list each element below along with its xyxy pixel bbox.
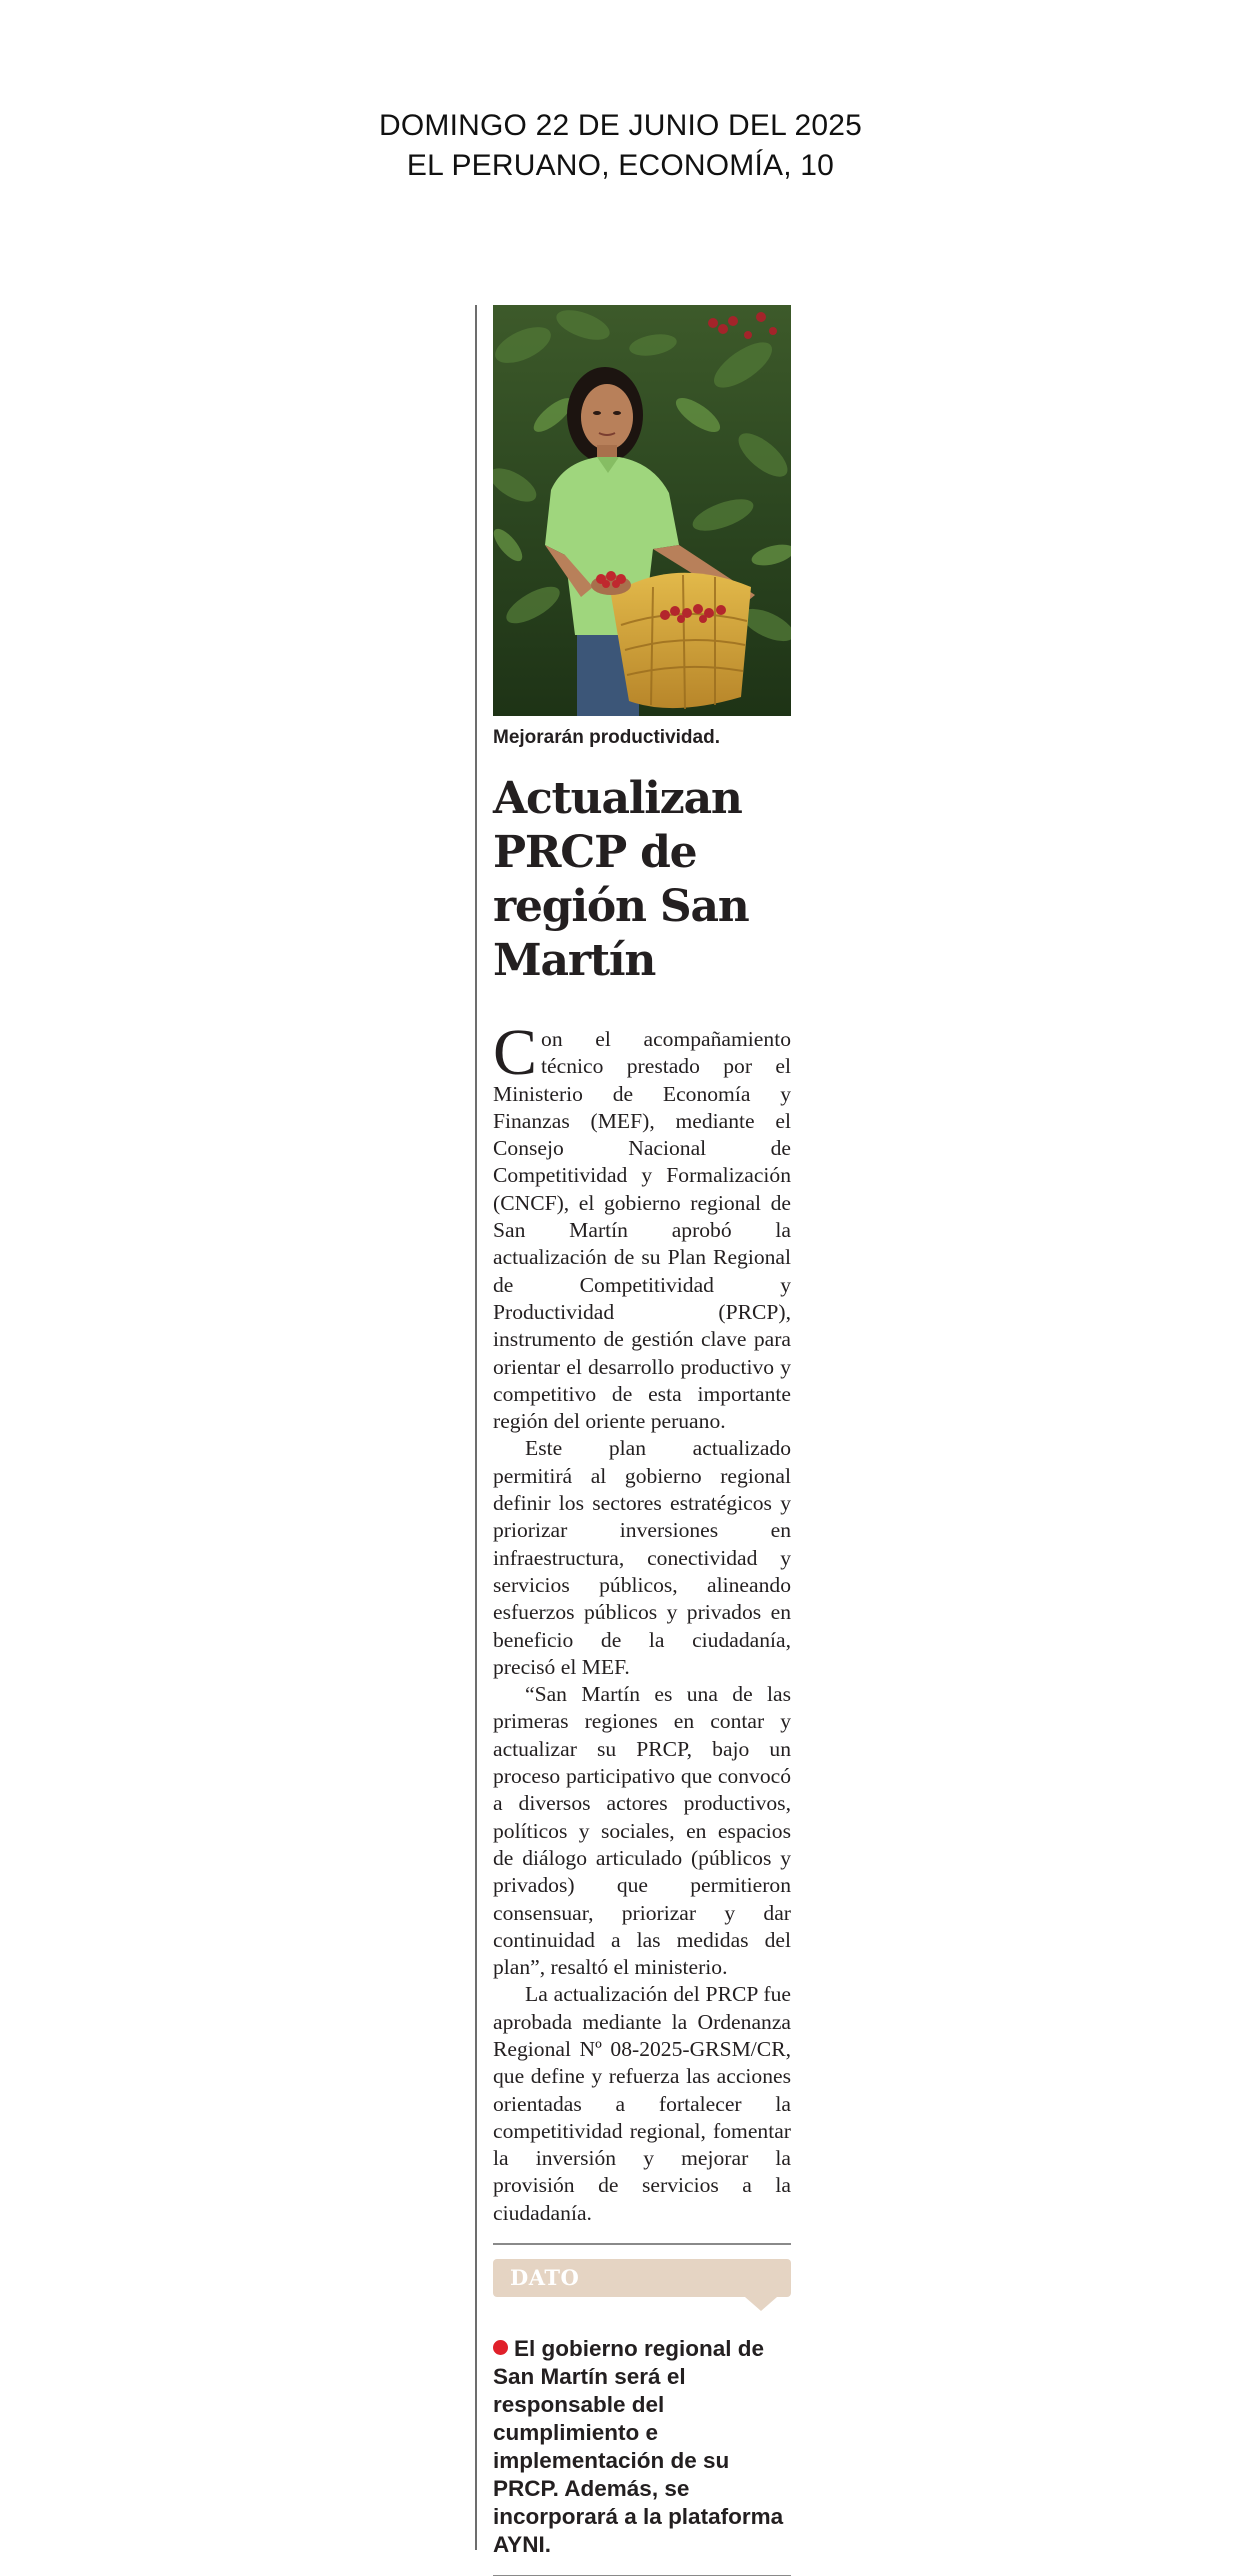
dateline — [0, 106, 1241, 186]
speech-tail-shape — [745, 2297, 777, 2311]
paragraph-4: La actualización del PRCP fue aprobada mediante la Ordenanza Regional Nº 08-2025-GRSM/CR, que define y refuerza las acciones orientadas a fortalecer la competitividad regional, fomentar la inversión y mejorar la provisión de servicios a la ciudadanía. — [493, 1982, 791, 2225]
date-line: DOMINGO 22 DE JUNIO DEL 2025 — [379, 109, 862, 142]
dato-text: El gobierno regional de San Martín será el responsable del cumplimiento e implementación de su PRCP. Además, se incorporará a la plataforma AYNI. — [493, 2335, 784, 2557]
paragraph-2: Este plan actualizado permitirá al gobierno regional definir los sectores estratégicos y priorizar inversiones en infraestructura, conectividad y servicios públicos, alineando esfuerzos públicos y privados en beneficio de la ciudadanía, precisó el MEF. — [493, 1436, 791, 1679]
dato-label: DATO — [510, 2264, 580, 2290]
dato-box — [493, 2335, 791, 2559]
dropcap: C — [493, 1016, 538, 1089]
article-body — [493, 1016, 791, 2227]
paragraph-1-text: on el acompañamiento técnico prestado por el Ministerio de Economía y Finanzas (MEF), mediante el Consejo Nacional de Competitividad y Formalización (CNCF), el gobierno regional de San Martín aprobó la actualización de su Plan Regional de Competitividad y Productividad (PRCP), instrumento de gestión clave para orientar el desarrollo productivo y competitivo de esta importante región del oriente peruano. — [493, 1027, 791, 1434]
source-line: EL PERUANO, ECONOMÍA, 10 — [406, 149, 835, 182]
dato-label-band — [493, 2259, 791, 2297]
headline: Actualizan PRCP de región San Martín — [493, 773, 749, 986]
paragraph-1 — [493, 1016, 791, 1435]
article-photo — [493, 305, 791, 716]
coffee-harvest-photo — [493, 305, 791, 716]
article-column — [493, 305, 791, 2576]
paragraph-3: “San Martín es una de las primeras regiones en contar y actualizar su PRCP, bajo un proceso participativo que convocó a diversos actores productivos, políticos y sociales, en espacios de diálogo articulado (públicos y privados) que permitieron consensuar, priorizar y dar continuidad a las medidas del plan”, resaltó el ministerio. — [493, 1682, 791, 1980]
divider — [493, 2243, 791, 2245]
photo-caption: Mejorarán productividad. — [493, 727, 720, 748]
red-bullet-icon — [493, 2340, 508, 2355]
column-rule — [475, 305, 477, 2550]
